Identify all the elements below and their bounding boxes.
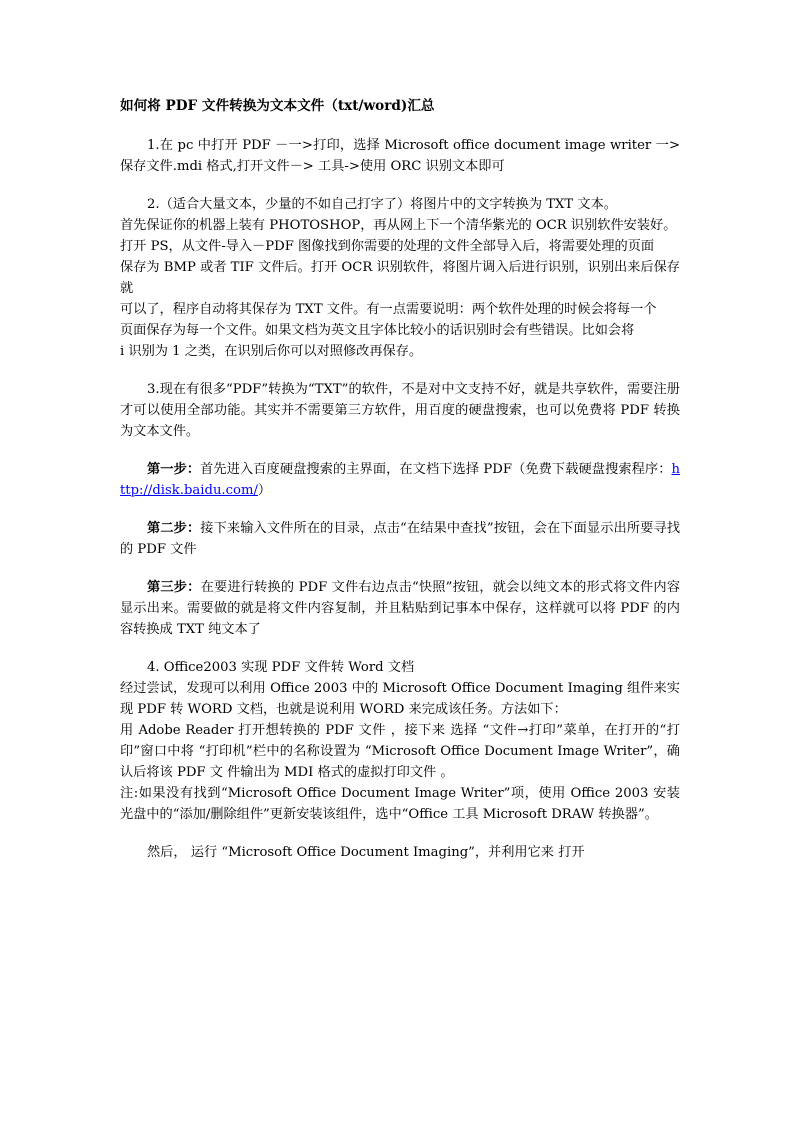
paragraph-3: 3.现在有很多“PDF”转换为“TXT”的软件，不是对中文支持不好，就是共享软件，需要注册才可以使用全部功能。其实并不需要第三方软件，用百度的硬盘搜索，也可以免费将 PDF 转换为文本文件。 [120, 382, 680, 439]
paragraph-2-line: i 识别为 1 之类，在识别后你可以对照修改再保存。 [120, 344, 423, 359]
paragraph-2-line: 可以了，程序自动将其保存为 TXT 文件。有一点需要说明：两个软件处理的时候会将每一个 [120, 302, 657, 317]
paragraph-2-line: 首先保证你的机器上装有 PHOTOSHOP，再从网上下一个清华紫光的 OCR 识别软件安装好。 [120, 218, 677, 233]
step-3-label: 第三步： [147, 580, 201, 595]
step-2-text: 接下来输入文件所在的目录，点击“在结果中查找”按钮，会在下面显示出所要寻找的 PDF 文件 [120, 521, 681, 557]
paragraph-4 [120, 657, 680, 825]
step-1-tail: ） [257, 483, 272, 498]
step-1-label: 第一步： [147, 462, 201, 477]
step-1-text: 首先进入百度硬盘搜索的主界面，在文档下选择 PDF（免费下载硬盘搜索程序： [200, 462, 672, 477]
baidu-disk-link[interactable]: http://disk.baidu.com/ [120, 462, 680, 498]
paragraph-2 [120, 194, 680, 362]
paragraph-2-line: 打开 PS，从文件-导入－PDF 图像找到你需要的处理的文件全部导入后，将需要处理的页面 [120, 239, 655, 254]
paragraph-4-line: 用 Adobe Reader 打开想转换的 PDF 文件 ，接下来 选择 “文件→打印”菜单，在打开的“打印”窗口中将 “打印机”栏中的名称设置为 “Microsoft Office Document Image Writer”，确认后将该 PDF 文 件输出为 MDI 格式的虚拟打印文件 。 [120, 723, 680, 780]
paragraph-1: 1.在 pc 中打开 PDF －一>打印，选择 Microsoft office document image writer 一>保存文件.mdi 格式,打开文件－> 工具->使用 ORC 识别文本即可 [120, 138, 680, 174]
step-2 [120, 518, 680, 560]
paragraph-4-line: 注:如果没有找到“Microsoft Office Document Image Writer”项，使用 Office 2003 安装光盘中的“添加/删除组件”更新安装该组件，选中“Office 工具 Microsoft DRAW 转换器”。 [120, 786, 680, 822]
step-1 [120, 459, 680, 501]
step-2-label: 第二步： [147, 521, 201, 536]
paragraph-5: 然后， 运行 “Microsoft Office Document Imaging”，并利用它来 打开 [147, 845, 585, 860]
step-3 [120, 577, 680, 640]
document-title: 如何将 PDF 文件转换为文本文件（txt/word)汇总 [120, 98, 435, 114]
paragraph-4-line: 经过尝试，发现可以利用 Office 2003 中的 Microsoft Office Document Imaging 组件来实现 PDF 转 WORD 文档，也就是说利用 WORD 来完成该任务。方法如下： [120, 681, 680, 717]
paragraph-2-lead: 2.（适合大量文本，少量的不如自己打字了）将图片中的文字转换为 TXT 文本。 [147, 197, 617, 212]
paragraph-2-line: 保存为 BMP 或者 TIF 文件后。打开 OCR 识别软件，将图片调入后进行识别，识别出来后保存就 [120, 260, 680, 296]
paragraph-4-lead: 4. Office2003 实现 PDF 文件转 Word 文档 [147, 660, 415, 675]
paragraph-2-line: 页面保存为每一个文件。如果文档为英文且字体比较小的话识别时会有些错误。比如会将 [120, 323, 635, 338]
document-page [120, 96, 680, 863]
step-3-text: 在要进行转换的 PDF 文件右边点击“快照”按钮，就会以纯文本的形式将文件内容显示出来。需要做的就是将文件内容复制，并且粘贴到记事本中保存，这样就可以将 PDF 的内容转换成 TXT 纯文本了 [120, 580, 681, 637]
